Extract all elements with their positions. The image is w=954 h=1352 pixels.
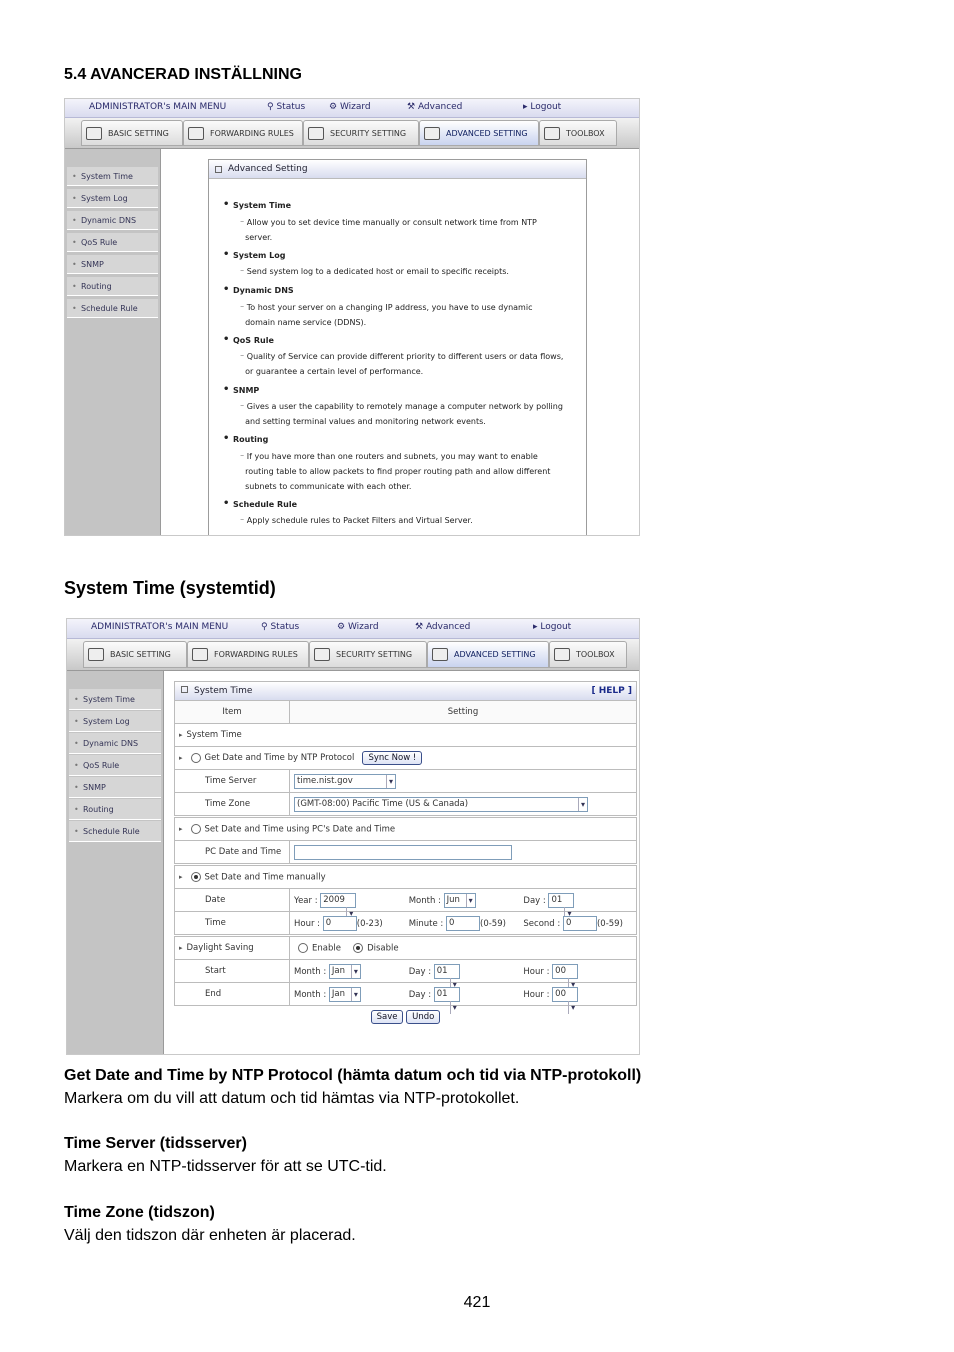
feature-desc: server. <box>245 233 273 242</box>
row-pc-time: ▸ Set Date and Time using PC's Date and Time <box>175 817 637 841</box>
system-time-header: System Time [ HELP ] <box>174 681 637 701</box>
col-item-header: Item <box>175 701 290 724</box>
row-manual: ▸ Set Date and Time manually <box>175 865 637 889</box>
tab-bar <box>65 118 639 149</box>
wizard-link[interactable]: ⚙ Wizard <box>329 102 371 112</box>
advanced-setting-screenshot <box>64 98 640 536</box>
main-menu-link[interactable]: ADMINISTRATOR's MAIN MENU <box>89 102 227 112</box>
day-select[interactable]: 01 ▾ <box>548 893 574 908</box>
status-link[interactable]: ⚲ Status <box>261 622 300 632</box>
book-icon <box>88 648 104 661</box>
ntp-title: Get Date and Time by NTP Protocol (hämta datum och tid via NTP-protokoll) <box>64 1067 642 1084</box>
daylight-saving-label: ▸ Daylight Saving <box>175 936 290 960</box>
tab-basic-setting[interactable]: BASIC SETTING <box>83 641 187 668</box>
tab-basic-setting[interactable]: BASIC SETTING <box>81 120 183 146</box>
feature-title: • SNMP <box>233 386 259 395</box>
sidebar-item-qos-rule[interactable]: • QoS Rule <box>69 755 161 776</box>
system-time-table: Item Setting ▸ System Time ▸ Get Date and Time by NTP Protocol Sync Now ! Time Server time.nist.gov ▾ Time Zone (GMT-08:00) Pacific Time (US & Canada) ▾ ▸ Set Date and Time using PC's Date and Time PC Date and Time ▸ Set Date and Time manually Date Year : 2009 ▾ Month : Jun ▾ Day : 01 ▾ Time Hour : 0 (0-23) Minute : 0 (0-59) Second : 0 (0-59) ▸ Daylight Saving Enable Disable Start Month : Jan ▾ Day : 01 ▾ Hour : 00 ▾ End Month : Jan ▾ Day : 01 ▾ Hour : 00 ▾ Save Undo <box>174 700 637 1028</box>
manual-radio[interactable] <box>191 872 201 882</box>
sidebar-item-schedule-rule[interactable]: • Schedule Rule <box>69 821 161 842</box>
sidebar-item-routing[interactable]: • Routing <box>69 799 161 820</box>
time-server-title: Time Server (tidsserver) <box>64 1135 247 1152</box>
row-system-time: ▸ System Time <box>175 724 637 747</box>
time-zone-select[interactable]: (GMT-08:00) Pacific Time (US & Canada) ▾ <box>294 797 588 812</box>
row-ntp: ▸ Get Date and Time by NTP Protocol Sync Now ! <box>175 747 637 770</box>
time-server-select[interactable]: time.nist.gov ▾ <box>294 774 396 789</box>
feature-title: • Routing <box>233 435 268 444</box>
main-menu-link[interactable]: ADMINISTRATOR's MAIN MENU <box>91 622 229 632</box>
date-label: Date <box>175 889 290 912</box>
end-day-select[interactable]: 01 ▾ <box>434 987 460 1002</box>
ntp-radio[interactable] <box>191 753 201 763</box>
status-link[interactable]: ⚲ Status <box>267 102 306 112</box>
sidebar-item-system-log[interactable]: • System Log <box>69 711 161 732</box>
feature-title: • Dynamic DNS <box>233 286 294 295</box>
feature-desc: ⁻ Apply schedule rules to Packet Filters and Virtual Server. <box>240 516 473 525</box>
advanced-setting-panel <box>208 159 587 536</box>
feature-desc: ⁻ Send system log to a dedicated host or email to specific receipts. <box>240 267 509 276</box>
system-time-screenshot <box>66 618 640 1055</box>
page-number: 421 <box>463 1294 491 1311</box>
top-menu-bar <box>65 99 639 118</box>
start-hour-select[interactable]: 00 ▾ <box>552 964 578 979</box>
tab-forwarding-rules[interactable]: FORWARDING RULES <box>183 120 303 146</box>
sidebar-item-schedule-rule[interactable]: • Schedule Rule <box>67 299 158 318</box>
lock-icon <box>314 648 330 661</box>
book-icon <box>86 127 102 140</box>
year-select[interactable]: 2009 ▾ <box>320 893 356 908</box>
sidebar <box>65 149 161 535</box>
dst-disable-radio[interactable] <box>353 943 363 953</box>
time-zone-label: Time Zone <box>175 793 290 817</box>
toolbox-icon <box>544 127 560 140</box>
wizard-link[interactable]: ⚙ Wizard <box>337 622 379 632</box>
tab-security-setting[interactable]: SECURITY SETTING <box>303 120 419 146</box>
arrow-icon: ▸ <box>179 731 183 739</box>
save-button[interactable]: Save <box>371 1010 404 1024</box>
feature-title: • Schedule Rule <box>233 500 297 509</box>
start-month-select[interactable]: Jan ▾ <box>329 964 361 979</box>
time-server-text: Markera en NTP-tidsserver för att se UTC-tid. <box>64 1158 387 1175</box>
arrow-icon: ▸ <box>179 944 183 952</box>
arrow-icon: ▸ <box>179 754 183 762</box>
arrow-icon: ▸ <box>179 825 183 834</box>
arrows-icon <box>192 648 208 661</box>
pc-date-label: PC Date and Time <box>175 841 290 865</box>
second-input[interactable]: 0 <box>563 916 597 931</box>
sidebar-item-dynamic-dns[interactable]: • Dynamic DNS <box>69 733 161 754</box>
hour-input[interactable]: 0 <box>323 916 357 931</box>
dst-end-label: End <box>175 983 290 1006</box>
tab-toolbox[interactable]: TOOLBOX <box>549 641 627 668</box>
help-link[interactable]: [ HELP ] <box>591 686 632 696</box>
feature-desc: ⁻ Quality of Service can provide different priority to different users or data flows, <box>240 352 564 361</box>
feature-title: • QoS Rule <box>233 336 274 345</box>
sidebar-item-qos-rule[interactable]: • QoS Rule <box>67 233 158 252</box>
start-day-select[interactable]: 01 ▾ <box>434 964 460 979</box>
sidebar-item-snmp[interactable]: • SNMP <box>67 255 158 274</box>
sidebar-item-snmp[interactable]: • SNMP <box>69 777 161 798</box>
advanced-link[interactable]: ⚒ Advanced <box>415 622 471 632</box>
top-menu-bar <box>67 619 639 639</box>
time-label: Time <box>175 912 290 936</box>
time-zone-title: Time Zone (tidszon) <box>64 1204 215 1221</box>
dst-enable-radio[interactable] <box>298 943 308 953</box>
tab-bar <box>67 639 639 671</box>
feature-desc: and setting terminal values and monitoring network events. <box>245 417 486 426</box>
square-icon <box>215 166 222 173</box>
arrow-icon: ▸ <box>179 873 183 882</box>
pc-time-radio[interactable] <box>191 824 201 834</box>
sidebar <box>67 671 164 1054</box>
tab-toolbox[interactable]: TOOLBOX <box>539 120 617 146</box>
sidebar-item-system-time[interactable]: • System Time <box>69 689 161 710</box>
lock-icon <box>308 127 324 140</box>
feature-title: • System Time <box>233 201 291 210</box>
system-time-heading: System Time (systemtid) <box>64 578 276 598</box>
tab-advanced-setting[interactable]: ADVANCED SETTING <box>419 120 539 146</box>
tab-security-setting[interactable]: SECURITY SETTING <box>309 641 427 668</box>
col-setting-header: Setting <box>290 701 637 724</box>
gear-icon <box>432 648 448 661</box>
time-zone-text: Välj den tidszon där enheten är placerad. <box>64 1227 356 1244</box>
advanced-link[interactable]: ⚒ Advanced <box>407 102 463 112</box>
sidebar-item-system-log[interactable]: • System Log <box>67 189 158 208</box>
feature-desc: or guarantee a certain level of performance. <box>245 367 424 376</box>
sidebar-item-dynamic-dns[interactable]: • Dynamic DNS <box>67 211 158 230</box>
undo-button[interactable]: Undo <box>406 1010 440 1024</box>
section-heading: 5.4 AVANCERAD INSTÄLLNING <box>64 66 302 83</box>
feature-title: • System Log <box>233 251 285 260</box>
feature-desc: subnets to communicate with each other. <box>245 482 412 491</box>
sync-now-button[interactable]: Sync Now ! <box>362 751 422 765</box>
panel-header: Advanced Setting <box>209 160 586 179</box>
end-month-select[interactable]: Jan ▾ <box>329 987 361 1002</box>
feature-desc: ⁻ Allow you to set device time manually or consult network time from NTP <box>240 218 537 227</box>
arrows-icon <box>188 127 204 140</box>
gear-icon <box>424 127 440 140</box>
minute-input[interactable]: 0 <box>446 916 480 931</box>
feature-desc: ⁻ Gives a user the capability to remotely manage a computer network by polling <box>240 402 563 411</box>
tab-advanced-setting[interactable]: ADVANCED SETTING <box>427 641 549 668</box>
month-select[interactable]: Jun ▾ <box>444 893 476 908</box>
sidebar-item-routing[interactable]: • Routing <box>67 277 158 296</box>
logout-link[interactable]: ▸ Logout <box>523 102 562 112</box>
time-server-label: Time Server <box>175 770 290 793</box>
feature-desc: ⁻ If you have more than one routers and subnets, you may want to enable <box>240 452 538 461</box>
feature-desc: domain name service (DDNS). <box>245 318 367 327</box>
toolbox-icon <box>554 648 570 661</box>
sidebar-item-system-time[interactable]: • System Time <box>67 167 158 186</box>
logout-link[interactable]: ▸ Logout <box>533 622 572 632</box>
end-hour-select[interactable]: 00 ▾ <box>552 987 578 1002</box>
feature-desc: ⁻ To host your server on a changing IP address, you have to use dynamic <box>240 303 533 312</box>
square-icon <box>181 686 188 693</box>
dst-start-label: Start <box>175 960 290 983</box>
pc-date-field <box>294 845 512 860</box>
ntp-text: Markera om du vill att datum och tid hämtas via NTP-protokollet. <box>64 1090 520 1107</box>
feature-desc: routing table to allow packets to find proper routing path and allow different <box>245 467 551 476</box>
tab-forwarding-rules[interactable]: FORWARDING RULES <box>187 641 309 668</box>
